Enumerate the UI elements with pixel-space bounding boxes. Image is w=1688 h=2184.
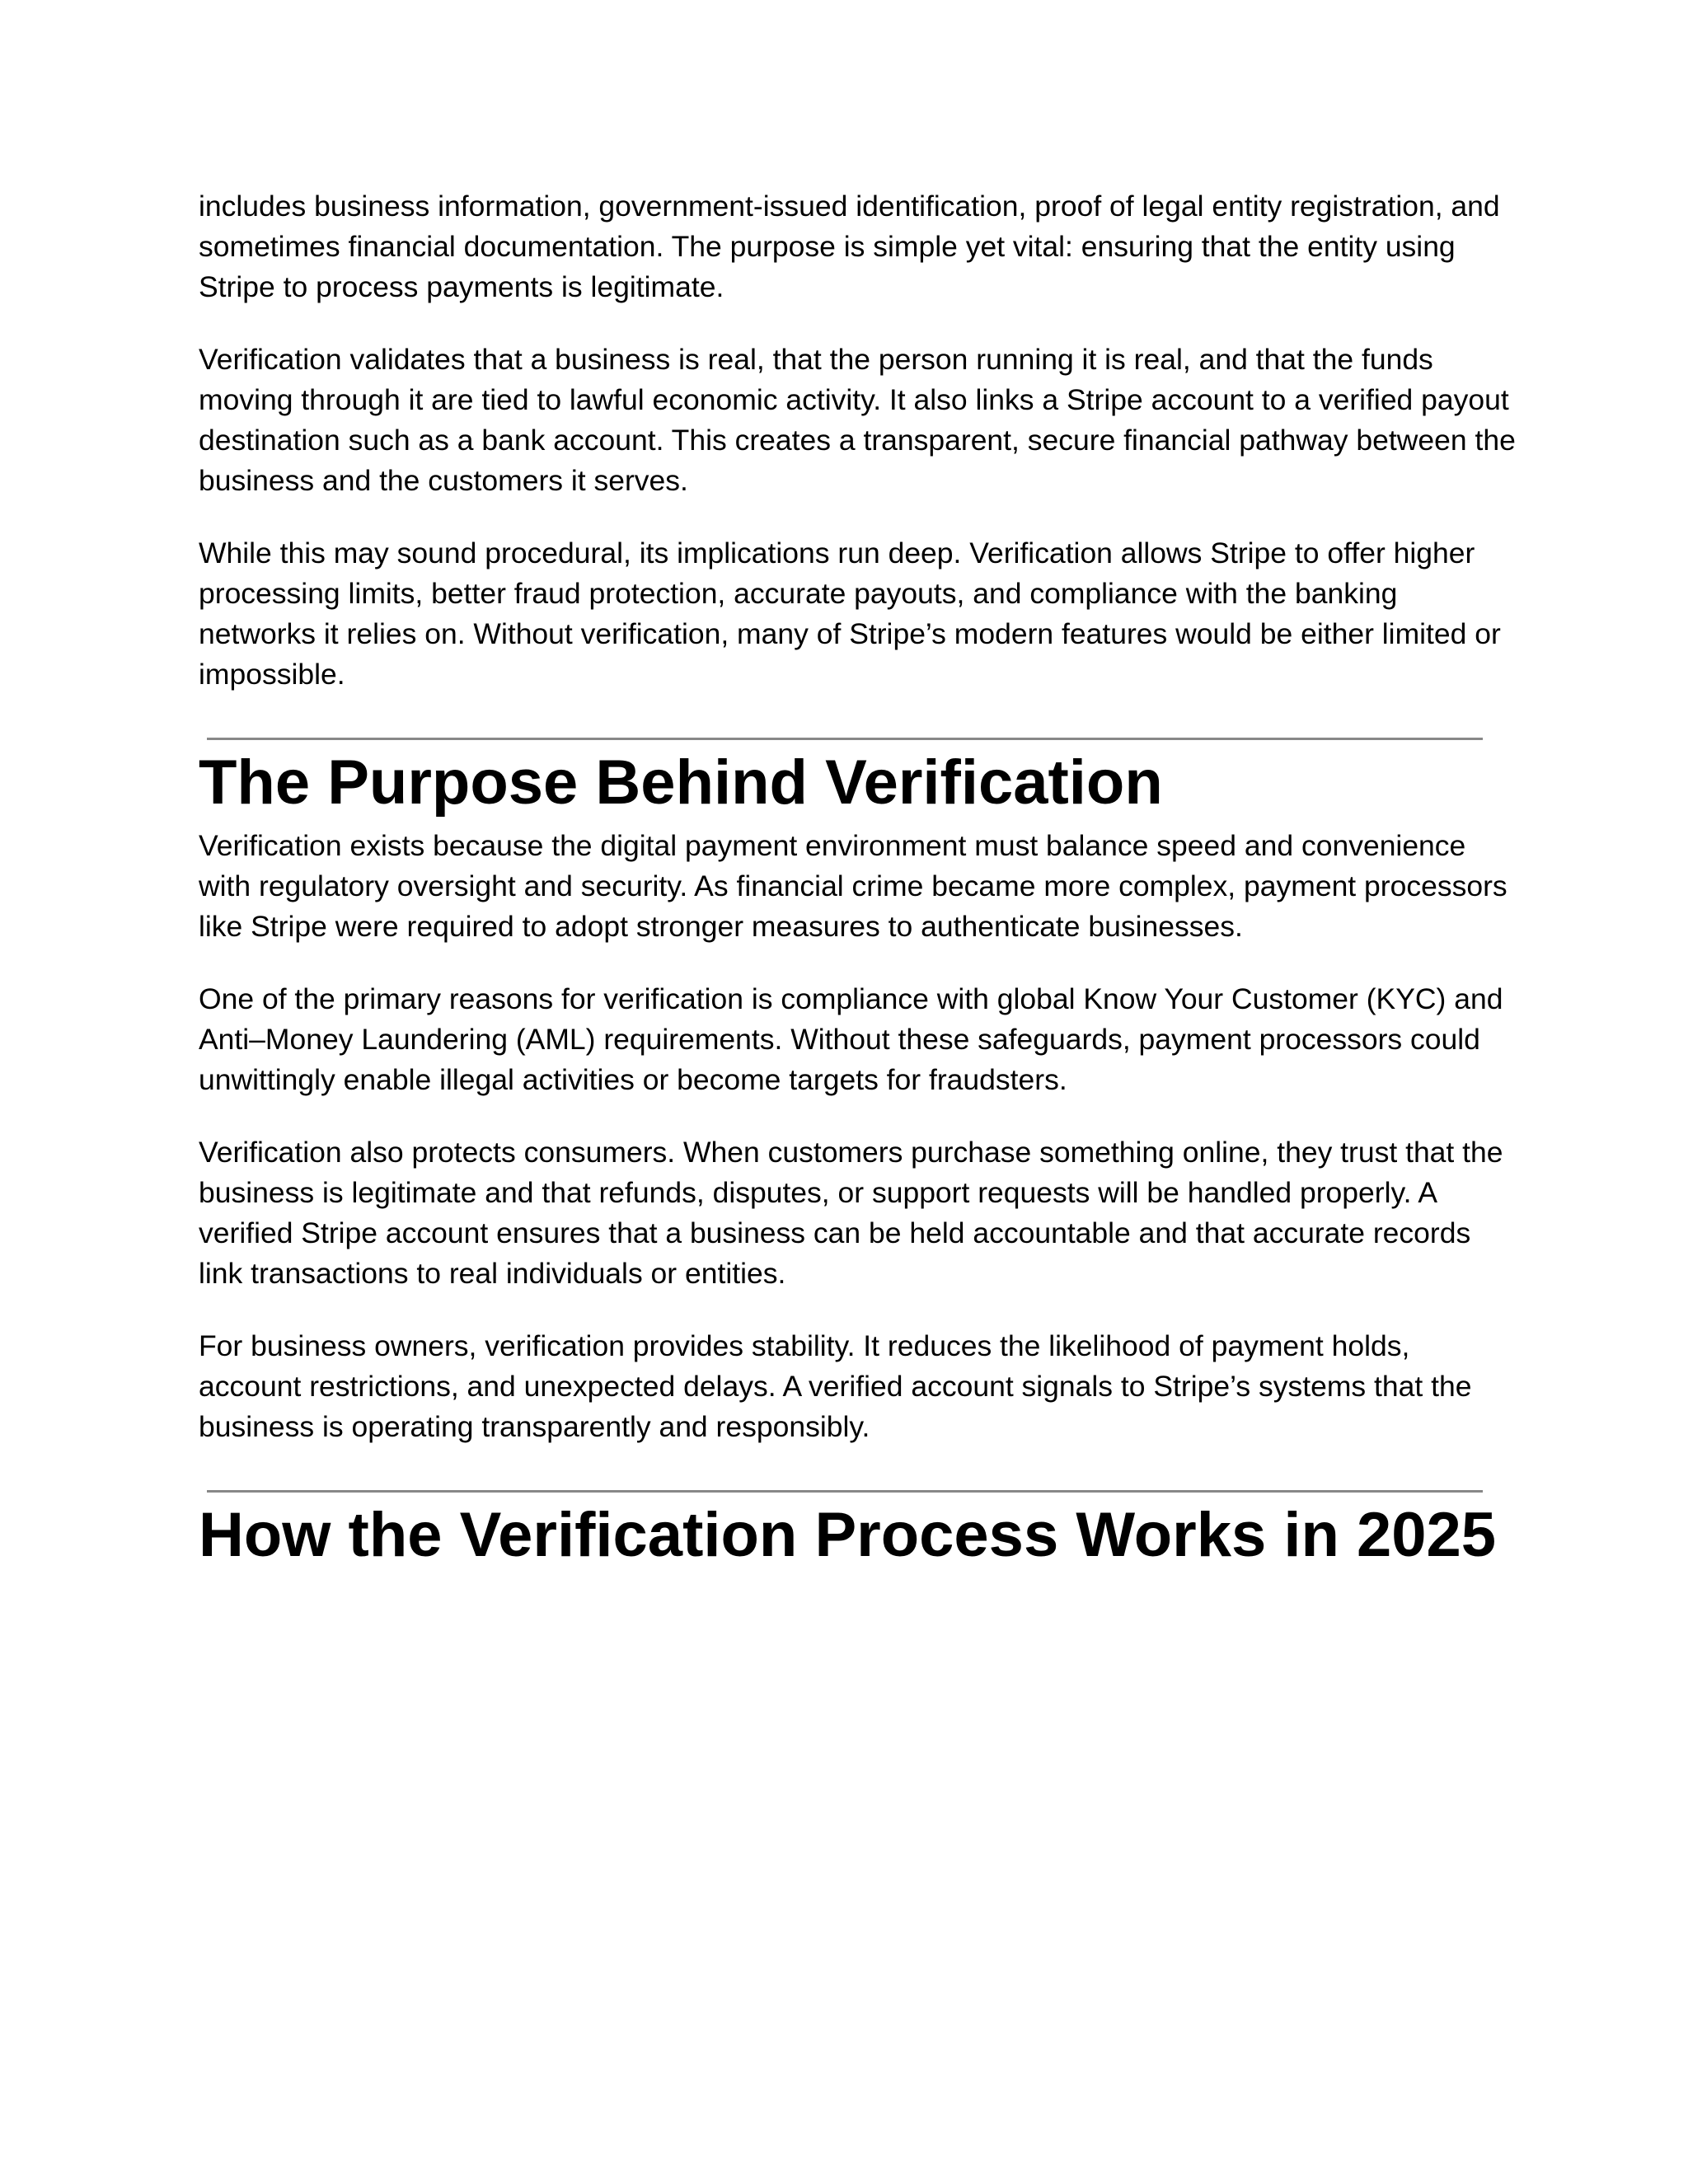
- intro-paragraph-1: includes business information, government-issued identification, proof of legal entity registration, and sometimes financial documentation. The purpose is simple yet vital: ensuring that the entity using Stripe to process payments is legitimate.: [199, 190, 1500, 303]
- intro-paragraph-2: Verification validates that a business is real, that the person running it is real, and that the funds moving through it are tied to lawful economic activity. It also links a Stripe account to a verified payout destination such as a bank account. This creates a transparent, secure financial pathway between the business and the customers it serves.: [199, 343, 1516, 497]
- intro-paragraph-3: While this may sound procedural, its implications run deep. Verification allows Stripe to offer higher processing limits, better fraud protection, accurate payouts, and compliance with the banking networks it relies on. Without verification, many of Stripe’s modern features would be either limited or impossible.: [199, 537, 1501, 691]
- purpose-paragraph-3: Verification also protects consumers. When customers purchase something online, they trust that the business is legitimate and that refunds, disputes, or support requests will be handled properly. A verified Stripe account ensures that a business can be held accountable and that accurate records link transactions to real individuals or entities.: [199, 1136, 1503, 1290]
- purpose-paragraph-4: For business owners, verification provides stability. It reduces the likelihood of payment holds, account restrictions, and unexpected delays. A verified account signals to Stripe’s systems that the business is operating transparently and responsibly.: [199, 1329, 1472, 1443]
- document-page: [199, 186, 1517, 1578]
- purpose-heading: The Purpose Behind Verification: [199, 748, 1163, 818]
- purpose-paragraph-2: One of the primary reasons for verification is compliance with global Know Your Customer (KYC) and Anti–Money Laundering (AML) requirements. Without these safeguards, payment processors could unwittingly enable illegal activities or become targets for fraudsters.: [199, 982, 1503, 1096]
- purpose-paragraph-1: Verification exists because the digital payment environment must balance speed and convenience with regulatory oversight and security. As financial crime became more complex, payment processors like Stripe were required to adopt stronger measures to authenticate businesses.: [199, 829, 1507, 943]
- process-heading: How the Verification Process Works in 2025: [199, 1500, 1497, 1570]
